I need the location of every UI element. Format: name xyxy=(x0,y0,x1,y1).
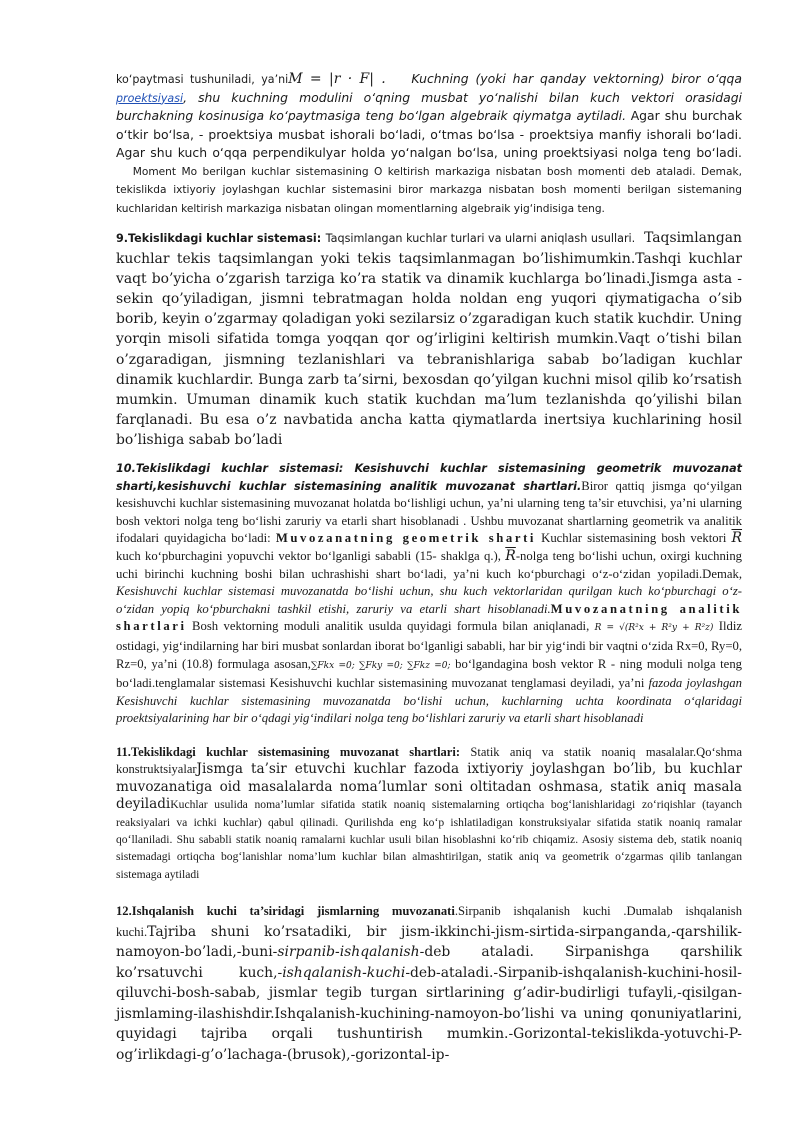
section-10-text-i: fazoda joylashgan Kesishuvchi kuchlar sistemasining muvozanatda bo‘lishi uchun, kuchlarning uchta koordinata o‘qlaridagi proektsiyalarining har bir o‘qdagi yig‘indilari nolga teng bo‘lishlari zaruriy va etarli shart hisoblanadi xyxy=(116,676,742,726)
geometric-condition-label: Muvozanatning geometrik sharti xyxy=(275,531,537,546)
section-9-lead: Taqsimlangan kuchlar turlari va ularni aniqlash usullari. xyxy=(325,232,636,245)
section-10-text-b: Kuchlar sistemasining bosh vektori xyxy=(541,531,727,546)
section-11 xyxy=(116,744,742,883)
section-12-heading: 12.Ishqalanish kuchi ta’siridagi jismlarning muvozanati xyxy=(116,904,455,919)
section-12-text-a: .Sirpanib ishqalanish kuchi .Dumalab ishqalanish kuchi. xyxy=(116,904,742,939)
section-12-term-sliding: sirpanib-ishqalanish xyxy=(277,944,420,961)
section-10-text-f: Bosh vektorning moduli analitik usulda quyidagi formula bilan aniqlanadi, xyxy=(192,619,590,634)
section-10-text-d: -nolga teng bo‘lishi uchun, oxirgi kuchning uchi birinchi kuchning boshi bilan uchrashishi shart bo‘ladi, ya’ni kuch ko‘pburchagi o‘z-o‘zidan yopiladi.Demak, xyxy=(116,549,743,581)
section-12 xyxy=(116,901,742,1065)
section-12-text-d: -deb ataladi. Sirpanishga qarshilik ko’rsatuvchi kuch,- xyxy=(116,944,742,981)
section-10 xyxy=(116,460,742,728)
section-12-text-b: Tajriba shuni ko’rsatadiki, bir jism-ikkinchi-jism-sirtida-sirpanganda,-qarshilik-namoyon-bo’ladi,-buni- xyxy=(116,923,742,961)
moment-formula: M = |r · F| . xyxy=(288,71,386,87)
section-10-text-g: Ildiz ostidagi, yig‘indilarning har biri musbat sonlardan iborat bo‘lganligi sababli, har bir yig‘indi bir vaqtni o‘zida Rx=0, Ry=0, Rz=0, ya’ni (10.8) formulaga asosan, xyxy=(116,619,742,671)
text-projection-sign: Agar shu burchak o‘tkir bo‘lsa, - proektsiya musbat ishorali bo‘ladi, o‘tmas bo‘lsa - proektsiya manfiy ishorali bo‘ladi. Agar shu kuch o‘qqa perpendikulyar holda yo‘nalgan bo‘lsa, uning proektsiyasi nolga teng bo‘ladi. xyxy=(116,108,742,160)
main-vector-symbol-2: $\overline{R}$ xyxy=(505,548,516,564)
document-page xyxy=(116,70,742,1065)
text-projection-definition: Kuchning (yoki har qanday vektorning) biror o‘qqa xyxy=(411,71,742,86)
section-9 xyxy=(116,228,742,450)
text-moment-intro: ko‘paytmasi tushuniladi, ya’ni xyxy=(116,73,289,86)
section-12-text-f: -deb-ataladi.-Sirpanib-ishqalanish-kuchini-hosil-qiluvchi-bosh-sabab, jismlar tegib turgan sirtlarining g’adir-budirligi tufayli,-qisilgan-jismlaming-ilashishdir.Ishqalanish-kuchining-namoyon-bo’lishi va uning qonuniyatlarini, quyidagi tajriba orqali tushuntirish mumkin.-Gorizontal-tekislikda-yotuvchi-P-og’irlikdagi-g’o’lachaga-(brusok),-gorizontal-ip- xyxy=(116,964,742,1063)
section-11-text-b: Jismga ta’sir etuvchi kuchlar fazoda ixtiyoriy joylashgan bo’lib, bu kuchlar muvozanatiga oid masalalarda noma’lumlar soni oltitadan oshmasa, statik aniq masala deyiladi xyxy=(116,761,742,813)
modulus-formula: R = √(R²x + R²y + R²z) xyxy=(594,623,714,634)
section-12-term-friction: ishqalanish-kuchi xyxy=(282,964,406,981)
paragraph-moment-projection xyxy=(116,70,742,218)
projection-link[interactable]: proektsiyasi xyxy=(116,91,184,105)
section-10-text-a: Biror qattiq jismga qo‘yilgan kesishuvchi kuchlar sistemasining muvozanat holatda bo‘lishligi uchun, ya’ni ularning teng ta’sir etuvchisi, ya’ni ularning bosh vektori nolga teng bo‘lishi zaruriy va etarli shart hisoblanadi . Ushbu muvozanat shartlarning geometrik va analitik ifodalari quyidagicha bo‘ladi: xyxy=(116,478,742,546)
text-projection-definition-cont: , shu kuchning modulini o‘qning musbat yo‘nalishi bilan kuch vektori orasidagi burchakning kosinusiga ko‘paytmasiga teng bo‘lgan algebraik qiymatga aytiladi. xyxy=(116,89,742,123)
main-vector-symbol: $\overline{R}$ xyxy=(731,530,743,547)
section-11-heading: 11.Tekislikdagi kuchlar sistemasining muvozanat shartlari: xyxy=(116,744,460,759)
section-10-text-c: kuch ko‘pburchagini yopuvchi vektor bo‘lganligi sababli (15- shaklga q.), xyxy=(116,549,501,563)
text-main-moment: Moment Mo berilgan kuchlar sistemasining O keltirish markaziga nisbatan bosh momenti deb ataladi. Demak, tekislikda ixtiyoriy joylashgan kuchlar sistemasini biror markazga nisbatan bosh momenti berilgan sistemaning kuchlaridan keltirish markaziga nisbatan olingan momentlarning algebraik yig‘indisiga teng. xyxy=(116,165,742,215)
section-9-heading: 9.Tekislikdagi kuchlar sistemasi: xyxy=(116,232,322,245)
section-10-text-e: Kesishuvchi kuchlar sistemasi muvozanatda bo‘lishi uchun, shu kuch vektorlaridan qurilgan kuch ko‘pburchagi o‘z-o‘zidan yopiq ko‘pburchakni tashkil etishi, zaruriy va etarli shart hisoblanadi. xyxy=(116,584,742,616)
section-11-text-a: Statik aniq va statik noaniq masalalar.Qo‘shma konstruktsiyalar xyxy=(116,744,743,777)
sum-equations: ∑Fkx =0; ∑Fky =0; ∑Fkz =0; xyxy=(310,660,451,671)
section-10-text-h: bo‘lgandagina bosh vektor R - ning moduli nolga teng bo‘ladi.tenglamalar sistemasi Kesishuvchi kuchlar sistemasining muvozanat tenglamasi deyiladi, ya’ni xyxy=(116,656,743,691)
section-10-heading: 10.Tekislikdagi kuchlar sistemasi: Kesishuvchi kuchlar sistemasining geometrik muvozanat sharti,kesishuvchi kuchlar sistemasining analitik muvozanat shartlari. xyxy=(116,462,742,493)
analytic-condition-label: Muvozanatning analitik shartlari xyxy=(116,601,742,634)
section-11-text-c: Kuchlar usulida noma’lumlar sifatida statik noaniq sistemalarning ortiqcha bog‘lanishlaridagi zo‘riqishlar (tayanch reaksiyalari va ichki kuchlar) qabul qilinadi. Qurilishda eng ko‘p ishlatiladigan konstruksiyalar sifatida statik noaniq ramalar qo‘llaniladi. Shu sababli statik noaniq ramalarni kuchlar usuli bilan hisoblashni ko‘rib chiqamiz. Asosiy sistema deb, statik noaniq sistemadagi ortiqcha bog‘lanishlar noma’lum kuchlar bilan almashtirilgan, statik aniq va geometrik o‘zgarmas qilib tanlangan sistemaga aytiladi xyxy=(116,798,742,881)
section-9-body: Taqsimlangan kuchlar tekis taqsimlangan yoki tekis taqsimlanmagan bo’lishimumkin.Tashqi kuchlar vaqt bo’yicha o’zgarish tarziga ko’ra statik va dinamik kuchlarga bo’linadi.Jismga asta - sekin qo’yiladigan, jismni tebratmagan holda noldan eng yuqori qiymatigacha o’sib borib, keyin o’zgarmay qoladigan yoki sezilarsiz o’zgaradigan kuch statik kuchdir. Uning yorqin misoli sifatida tomga yoqqan qor og’irligini keltirish mumkin.Vaqt o’tishi bilan o’zgaradigan, jismning tezlanishlari va tebranishlariga sabab bo’ladigan kuchlar dinamik kuchlardir. Bunga zarb ta’sirni, bexosdan qo’yilgan kuchni misol qilib ko’rsatish mumkin. Umuman dinamik kuch statik kuchdan ma’lum tezlanishda qo’yilishi bilan farqlanadi. Bu esa o’z navbatida ancha katta qiymatlarda inertsiya kuchlarining hosil bo’lishiga sabab bo’ladi xyxy=(116,230,742,448)
